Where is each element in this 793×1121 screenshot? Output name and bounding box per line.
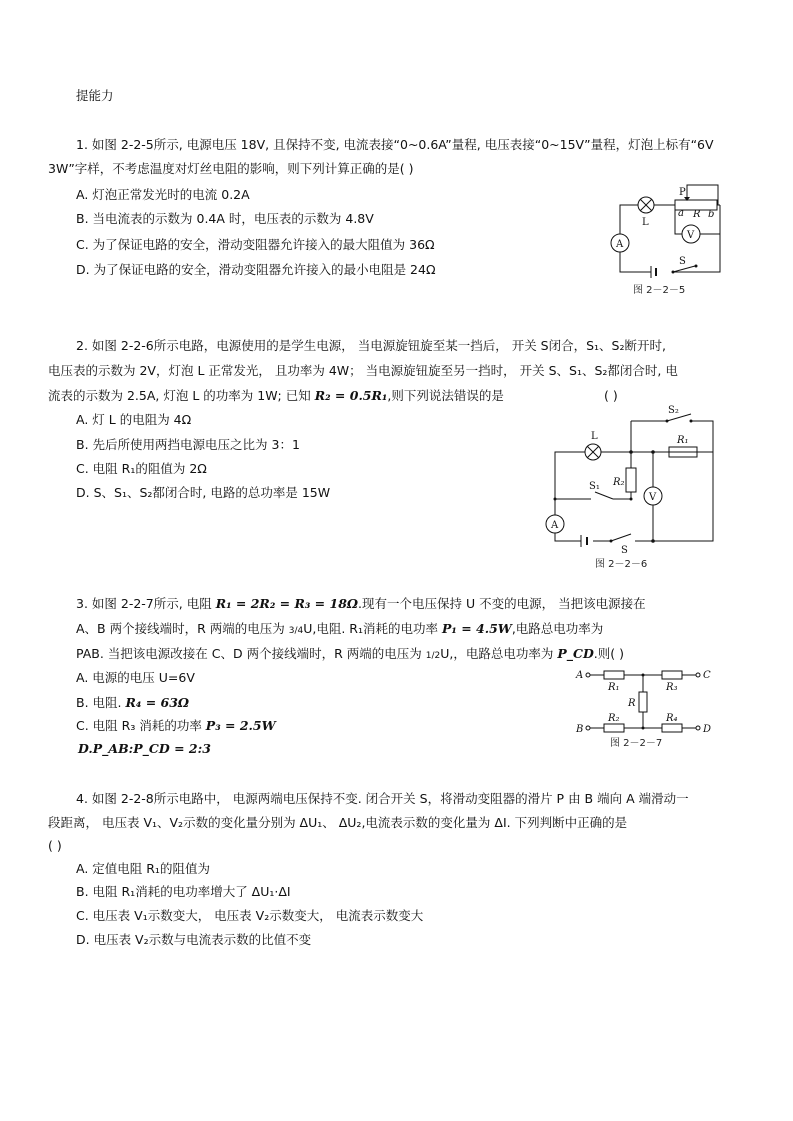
q1-fig-label-r: R: [693, 209, 701, 220]
q3-fig-label-r: R: [628, 698, 636, 709]
q3-stem-line3: PAB. 当把该电源改接在 C、D 两个接线端时，R 两端的电压为 1/2U,，电路总电功率为 P_CD.则( ): [76, 646, 624, 661]
q2-option-c[interactable]: C. 电阻 R₁的阻值为 2Ω: [76, 461, 207, 476]
q2-circuit-figure: [545, 403, 725, 573]
q1-fig-label-l: L: [642, 217, 649, 228]
q2-fig-voltmeter: V: [649, 492, 657, 503]
q1-fig-label-p: P: [679, 187, 686, 198]
q3-fig-terminal-c: C: [703, 670, 711, 681]
q1-fig-ammeter: A: [616, 239, 624, 250]
section-title: 提能力: [76, 88, 114, 103]
q2-option-b[interactable]: B. 先后所使用两挡电源电压之比为 3：1: [76, 437, 300, 452]
q2-option-d[interactable]: D. S、S₁、S₂都闭合时, 电路的总功率是 15W: [76, 485, 331, 500]
q2-option-a[interactable]: A. 灯 L 的电阻为 4Ω: [76, 412, 192, 427]
q1-figure-caption: 图 2－2－5: [633, 285, 686, 296]
q1-fig-label-s: S: [679, 256, 686, 267]
q2-figure-caption: 图 2－2－6: [595, 559, 648, 570]
q3-fig-label-r3: R₃: [666, 682, 678, 693]
q2-fig-label-r2: R₂: [613, 477, 625, 488]
q4-option-d[interactable]: D. 电压表 V₂示数与电流表示数的比值不变: [76, 932, 312, 947]
q3-stem-line2: A、B 两个接线端时，R 两端的电压为 3/4U,电阻. R₁消耗的电功率 P₁ = 4.5W,电路总电功率为: [76, 621, 604, 636]
q1-fig-voltmeter: V: [687, 230, 695, 241]
q3-fig-terminal-d: D: [703, 724, 712, 735]
q4-option-c[interactable]: C. 电压表 V₁示数变大， 电压表 V₂示数变大， 电流表示数变大: [76, 908, 424, 923]
q2-fig-label-s: S: [621, 545, 628, 556]
q3-option-a[interactable]: A. 电源的电压 U=6V: [76, 670, 195, 685]
q3-stem-line1: 3. 如图 2-2-7所示, 电阻 R₁ = 2R₂ = R₃ = 18Ω.现有一个电压保持 U 不变的电源， 当把该电源接在: [76, 596, 646, 611]
q3-fig-terminal-a: A: [576, 670, 584, 681]
q3-fig-label-r4: R₄: [666, 713, 678, 724]
q3-figure-caption: 图 2－2－7: [610, 738, 663, 749]
q1-fig-label-b: b: [708, 209, 715, 220]
q3-fig-label-r1: R₁: [608, 682, 620, 693]
q1-option-a[interactable]: A. 灯泡正常发光时的电流 0.2A: [76, 187, 250, 202]
q2-fig-ammeter: A: [551, 520, 559, 531]
q2-answer-paren: ( ): [604, 388, 618, 403]
q3-fig-label-r2: R₂: [608, 713, 620, 724]
q2-fig-label-r1: R₁: [677, 435, 689, 446]
q1-circuit-figure: [603, 180, 728, 300]
q1-fig-label-a: a: [678, 208, 684, 219]
q2-stem-line2: 电压表的示数为 2V，灯泡 L 正常发光， 且功率为 4W； 当电源旋钮旋至另一挡时， 开关 S、S₁、S₂都闭合时, 电: [48, 363, 678, 378]
q1-option-b[interactable]: B. 当电流表的示数为 0.4A 时，电压表的示数为 4.8V: [76, 211, 374, 226]
q3-option-d[interactable]: D.P_AB:P_CD = 2:3: [78, 741, 211, 756]
q4-stem-line3: ( ): [48, 838, 62, 853]
q1-stem-line2: 3W”字样，不考虑温度对灯丝电阻的影响，则下列计算正确的是( ): [48, 161, 414, 176]
q3-circuit-figure: [572, 662, 722, 754]
q2-stem-line3: 流表的示数为 2.5A, 灯泡 L 的功率为 1W; 已知 R₂ = 0.5R₁,则下列说法错误的是: [48, 388, 504, 403]
q2-fig-label-s2: S₂: [668, 405, 679, 416]
q3-option-c[interactable]: C. 电阻 R₃ 消耗的功率 P₃ = 2.5W: [76, 718, 276, 733]
q3-fig-terminal-b: B: [576, 724, 584, 735]
q3-option-b[interactable]: B. 电阻. R₄ = 63Ω: [76, 695, 190, 710]
q2-fig-label-s1: S₁: [589, 481, 600, 492]
q4-stem-line1: 4. 如图 2-2-8所示电路中， 电源两端电压保持不变. 闭合开关 S，将滑动变阻器的滑片 P 由 B 端向 A 端滑动一: [76, 791, 689, 806]
q1-option-c[interactable]: C. 为了保证电路的安全，滑动变阻器允许接入的最大阻值为 36Ω: [76, 237, 435, 252]
q4-stem-line2: 段距离， 电压表 V₁、V₂示数的变化量分别为 ΔU₁、 ΔU₂,电流表示数的变化量为 ΔI. 下列判断中正确的是: [48, 815, 628, 830]
q1-stem-line1: 1. 如图 2-2-5所示, 电源电压 18V, 且保持不变, 电流表接“0~0.6A”量程, 电压表接“0~15V”量程，灯泡上标有“6V: [76, 137, 714, 152]
q1-option-d[interactable]: D. 为了保证电路的安全，滑动变阻器允许接入的最小电阻是 24Ω: [76, 262, 436, 277]
q4-option-b[interactable]: B. 电阻 R₁消耗的电功率增大了 ΔU₁·ΔI: [76, 884, 291, 899]
q2-fig-label-l: L: [591, 431, 598, 442]
q4-option-a[interactable]: A. 定值电阻 R₁的阻值为: [76, 861, 210, 876]
q2-stem-line1: 2. 如图 2-2-6所示电路，电源使用的是学生电源， 当电源旋钮旋至某一挡后， 开关 S闭合，S₁、S₂断开时,: [76, 338, 666, 353]
